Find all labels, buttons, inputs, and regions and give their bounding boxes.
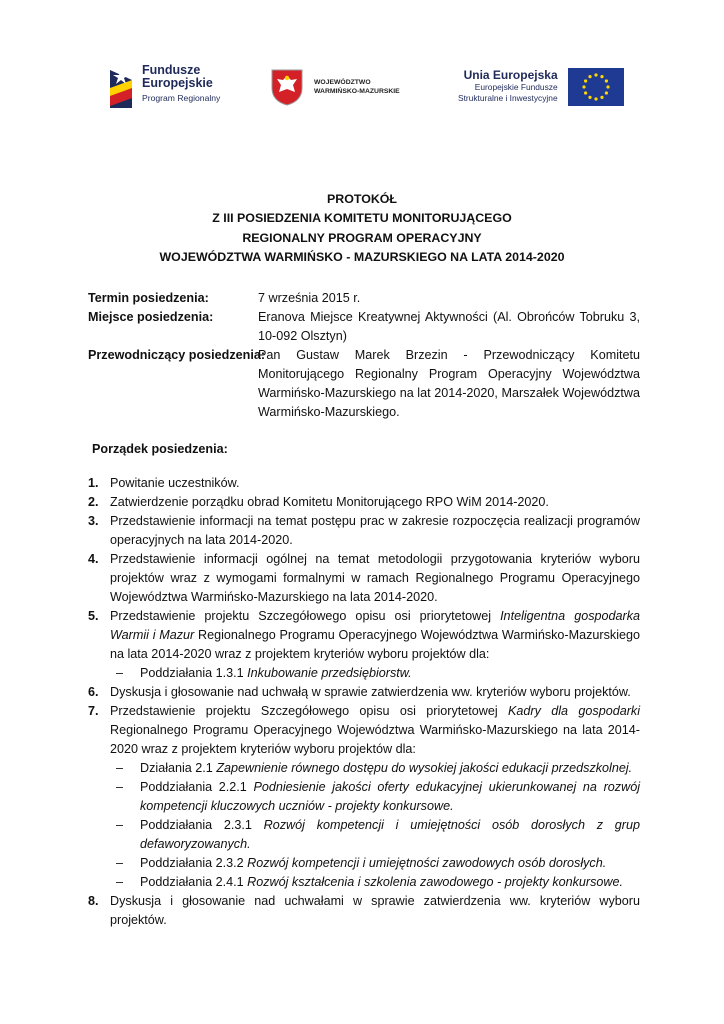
agenda-text-part: Przedstawienie projektu Szczegółowego opisu osi priorytetowej: [110, 704, 509, 718]
sub-text-part: Poddziałania 2.4.1: [140, 875, 248, 889]
sub-text: [140, 816, 640, 854]
sub-text-part: Działania 2.1: [140, 761, 217, 775]
chair-label: Przewodniczący posiedzenia:: [88, 348, 266, 362]
sub-text-part: Poddziałania 2.3.1: [140, 818, 264, 832]
info-row-date: [88, 289, 640, 308]
agenda-number: 6.: [88, 685, 99, 699]
sub-text: [140, 873, 640, 892]
agenda-number: 1.: [88, 476, 99, 490]
sub-text-italic: Zapewnienie równego dostępu do wysokiej jakości edukacji przedszkolnej.: [216, 761, 633, 775]
fe-star-icon: [108, 66, 134, 110]
agenda-text: Przedstawienie informacji na temat postępu prac w zakresie rozpoczęcia realizacji programów operacyjnych na lata 2014-2020.: [110, 514, 640, 547]
sub-text-italic: Rozwój kompetencji i umiejętności osób dorosłych z grup defaworyzowanych.: [140, 818, 640, 851]
agenda-number: 4.: [88, 552, 99, 566]
sub-text: [140, 759, 640, 778]
sub-item: [116, 664, 640, 683]
title-line1: PROTOKÓŁ: [327, 192, 397, 206]
sub-list: [116, 664, 640, 683]
sub-text-part: Poddziałania 2.2.1: [140, 780, 254, 794]
agenda-item: [88, 512, 640, 550]
ue-line3: Strukturalne i Inwestycyjne: [458, 93, 558, 103]
wm-line1: WOJEWÓDZTWO: [314, 79, 371, 86]
chair-value: Pan Gustaw Marek Brzezin - Przewodniczący Komitetu Monitorującego Regionalny Program Operacyjny Województwa Warmińsko-Mazurskiego na lat 2014-2020, Marszałek Województwa Warmińsko-Mazurskiego.: [258, 348, 640, 419]
sub-text-italic: Podniesienie jakości oferty edukacyjnej ukierunkowanej na rozwój kompetencji kluczowych uczniów - projekty konkursowe.: [140, 780, 640, 813]
date-value: 7 września 2015 r.: [258, 291, 361, 305]
document-title: [80, 190, 644, 267]
sub-item: [116, 816, 640, 854]
sub-text-italic: Inkubowanie przedsiębiorstw.: [247, 666, 412, 680]
sub-text-part: Poddziałania 2.3.2: [140, 856, 248, 870]
info-row-chair: [88, 346, 640, 422]
agenda-item: [88, 607, 640, 683]
wm-line2: WARMIŃSKO-MAZURSKIE: [314, 88, 400, 95]
sub-list: [116, 759, 640, 892]
agenda-text: Przedstawienie informacji ogólnej na temat metodologii przygotowania kryteriów wyboru projektów wraz z wymogami formalnymi w ramach Regionalnego Programu Operacyjnego Województwa Warmińsko-Mazurskiego na lata 2014-2020.: [110, 552, 640, 604]
title-line3: REGIONALNY PROGRAM OPERACYJNY: [242, 230, 482, 245]
eagle-shield-icon: [270, 68, 304, 106]
agenda-item: [88, 892, 640, 930]
place-label: Miejsce posiedzenia:: [88, 310, 214, 324]
agenda-item: [88, 550, 640, 607]
agenda-heading: Porządek posiedzenia:: [92, 442, 228, 456]
agenda-item: [88, 702, 640, 892]
meeting-info: [88, 289, 640, 422]
fe-line2: Europejskie: [142, 76, 213, 90]
agenda-number: 3.: [88, 514, 99, 528]
sub-text: [140, 778, 640, 816]
agenda-text: Dyskusja i głosowanie nad uchwałą w sprawie zatwierdzenia ww. kryteriów wyboru projektów.: [110, 685, 631, 699]
agenda-text-part: Regionalnego Programu Operacyjnego Województwa Warmińsko-Mazurskiego na lata 2014-2020 wraz z projektem kryteriów wyboru projektów dla:: [110, 628, 641, 661]
eu-flag-icon: [568, 68, 624, 106]
agenda-number: 5.: [88, 609, 99, 623]
sub-text: [140, 854, 640, 873]
header-logos: [108, 60, 628, 116]
agenda-text: Dyskusja i głosowanie nad uchwałami w sprawie zatwierdzenia ww. kryteriów wyboru projektów.: [110, 894, 640, 927]
agenda-number: 7.: [88, 704, 99, 718]
title-line2: Z III POSIEDZENIA KOMITETU MONITORUJĄCEGO: [212, 211, 512, 226]
fe-line3: Program Regionalny: [142, 93, 221, 103]
dash-bullet: –: [116, 780, 124, 794]
sub-item: [116, 759, 640, 778]
ue-line2: Europejskie Fundusze: [474, 82, 558, 92]
sub-item: [116, 854, 640, 873]
agenda-text: [110, 607, 640, 683]
agenda-text-italic: Inteligentna gospodarka Warmii i Mazur: [110, 609, 641, 642]
agenda-item: [88, 493, 640, 512]
agenda-number: 2.: [88, 495, 99, 509]
agenda-list: [88, 474, 640, 930]
fundusze-europejskie-logo: [108, 64, 220, 110]
sub-text-italic: Rozwój kształcenia i szkolenia zawodowego - projekty konkursowe.: [247, 875, 624, 889]
agenda-text-italic: Kadry dla gospodarki: [508, 704, 640, 718]
date-label: Termin posiedzenia:: [88, 291, 209, 305]
dash-bullet: –: [116, 761, 124, 775]
agenda-item: [88, 683, 640, 702]
sub-text-part: Poddziałania 1.3.1: [140, 666, 248, 680]
sub-text-italic: Rozwój kompetencji i umiejętności zawodowych osób dorosłych.: [247, 856, 607, 870]
agenda-text-part: Regionalnego Programu Operacyjnego Województwa Warmińsko-Mazurskiego na lata 2014-2020 wraz z projektem kryteriów wyboru projektów dla:: [110, 723, 640, 756]
dash-bullet: –: [116, 875, 124, 889]
place-value: Eranova Miejsce Kreatywnej Aktywności (Al. Obrońców Tobruku 3, 10-092 Olsztyn): [258, 310, 640, 343]
dash-bullet: –: [116, 666, 124, 680]
agenda-item: [88, 474, 640, 493]
unia-europejska-logo: [458, 68, 624, 106]
sub-item: [116, 778, 640, 816]
wojewodztwo-logo: [270, 68, 400, 106]
agenda-text: [110, 702, 640, 892]
sub-text: [140, 664, 640, 683]
agenda-text: Powitanie uczestników.: [110, 476, 240, 490]
fe-line1: Fundusze: [142, 63, 201, 77]
agenda-number: 8.: [88, 894, 99, 908]
dash-bullet: –: [116, 818, 124, 832]
sub-item: [116, 873, 640, 892]
ue-line1: Unia Europejska: [463, 68, 558, 82]
info-row-place: [88, 308, 640, 346]
title-line4: WOJEWÓDZTWA WARMIŃSKO - MAZURSKIEGO NA LATA 2014-2020: [159, 249, 565, 264]
dash-bullet: –: [116, 856, 124, 870]
agenda-text: Zatwierdzenie porządku obrad Komitetu Monitorującego RPO WiM 2014-2020.: [110, 495, 549, 509]
agenda-text-part: Przedstawienie projektu Szczegółowego opisu osi priorytetowej: [110, 609, 501, 623]
